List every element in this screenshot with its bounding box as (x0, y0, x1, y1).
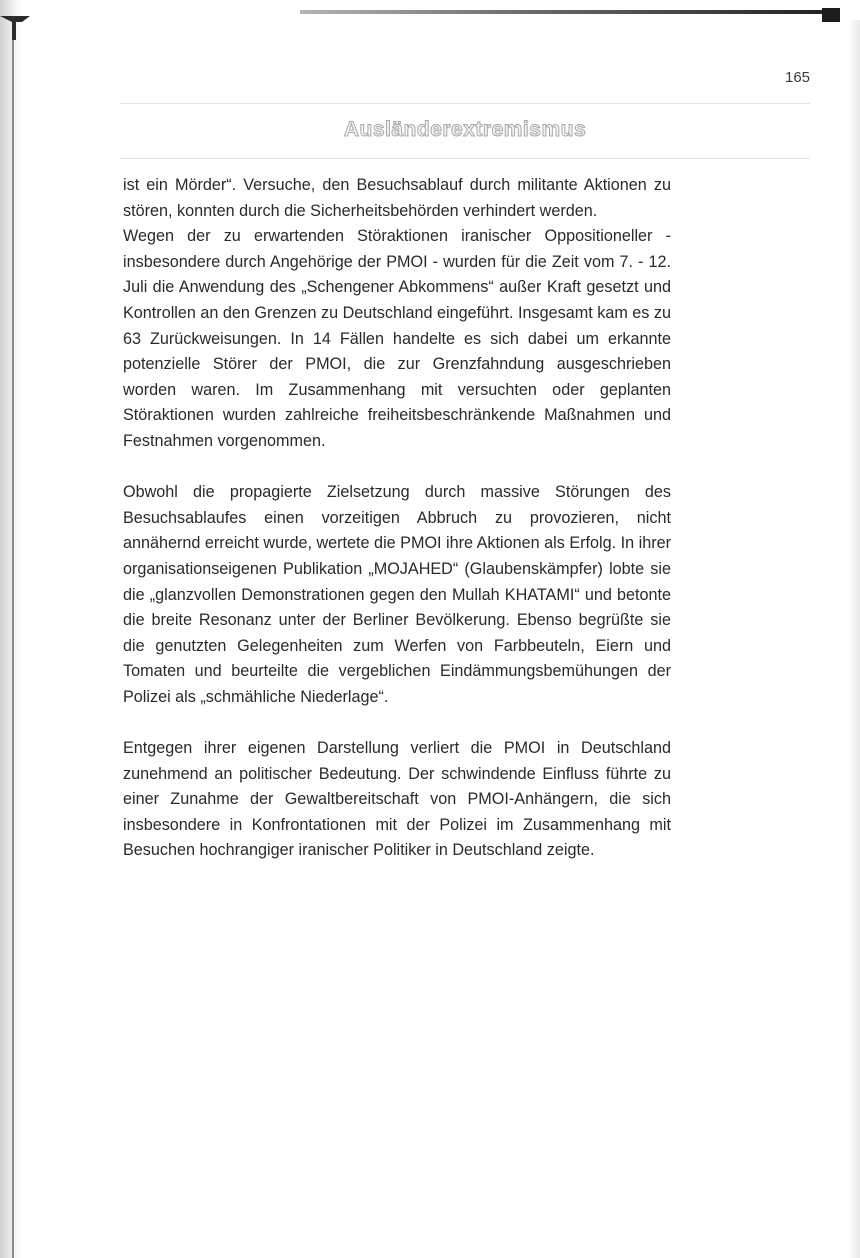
scan-top-rule (300, 10, 840, 14)
scan-corner-mark (0, 0, 40, 40)
paragraph-3: Obwohl die propagierte Zielsetzung durch massive Störungen des Besuchsablaufes einen vorzeitigen Abbruch zu provozieren, nicht annähernd erreicht wurde, wertete die PMOI ihre Aktionen als Erfolg. In ihrer organisationseigenen Publikation „MOJAHED“ (Glaubenskämpfer) lobte sie die „glanzvollen Demonstrationen gegen den Mullah KHATAMI“ und betonte die breite Resonanz unter der Berliner Bevölkerung. Ebenso begrüßte sie die genutzten Gelegenheiten zum Werfen von Farbbeuteln, Eiern und Tomaten und beurteilte die vergeblichen Eindämmungsbemühungen der Polizei als „schmähliche Niederlage“. (123, 483, 671, 706)
header-rule-top (120, 103, 810, 104)
page-number: 165 (785, 69, 811, 86)
body-text (123, 173, 671, 864)
running-header: Ausländerextremismus (343, 118, 587, 141)
paragraph-1: ist ein Mörder“. Versuche, den Besuchsablauf durch militante Aktionen zu stören, konnten durch die Sicherheitsbehörden verhindert werden. (123, 176, 671, 220)
scan-top-rule-end (822, 8, 840, 22)
paragraph-spacer (123, 710, 671, 736)
paragraph-2: Wegen der zu erwartenden Störaktionen iranischer Oppositioneller - insbesondere durch Angehörige der PMOI - wurden für die Zeit vom 7. - 12. Juli die Anwendung des „Schengener Abkommens“ außer Kraft gesetzt und Kontrollen an den Grenzen zu Deutschland eingeführt. Insgesamt kam es zu 63 Zurückweisungen. In 14 Fällen handelte es sich dabei um erkannte potenzielle Störer der PMOI, die zur Grenzfahndung ausgeschrieben worden waren. Im Zusammenhang mit versuchten oder geplanten Störaktionen wurden zahlreiche freiheitsbeschränkende Maßnahmen und Festnahmen vorgenommen. (123, 227, 671, 450)
header-rule-bottom (120, 158, 810, 159)
paragraph-spacer (123, 455, 671, 481)
scan-right-edge (848, 20, 860, 1258)
scan-binding-edge (0, 0, 22, 1258)
paragraph-4: Entgegen ihrer eigenen Darstellung verliert die PMOI in Deutschland zunehmend an politischer Bedeutung. Der schwindende Einfluss führte zu einer Zunahme der Gewaltbereitschaft von PMOI-Anhängern, die sich insbesondere in Konfrontationen mit der Polizei im Zusammenhang mit Besuchen hochrangiger iranischer Politiker in Deutschland zeigte. (123, 739, 671, 860)
scan-binding-line (12, 30, 14, 1258)
